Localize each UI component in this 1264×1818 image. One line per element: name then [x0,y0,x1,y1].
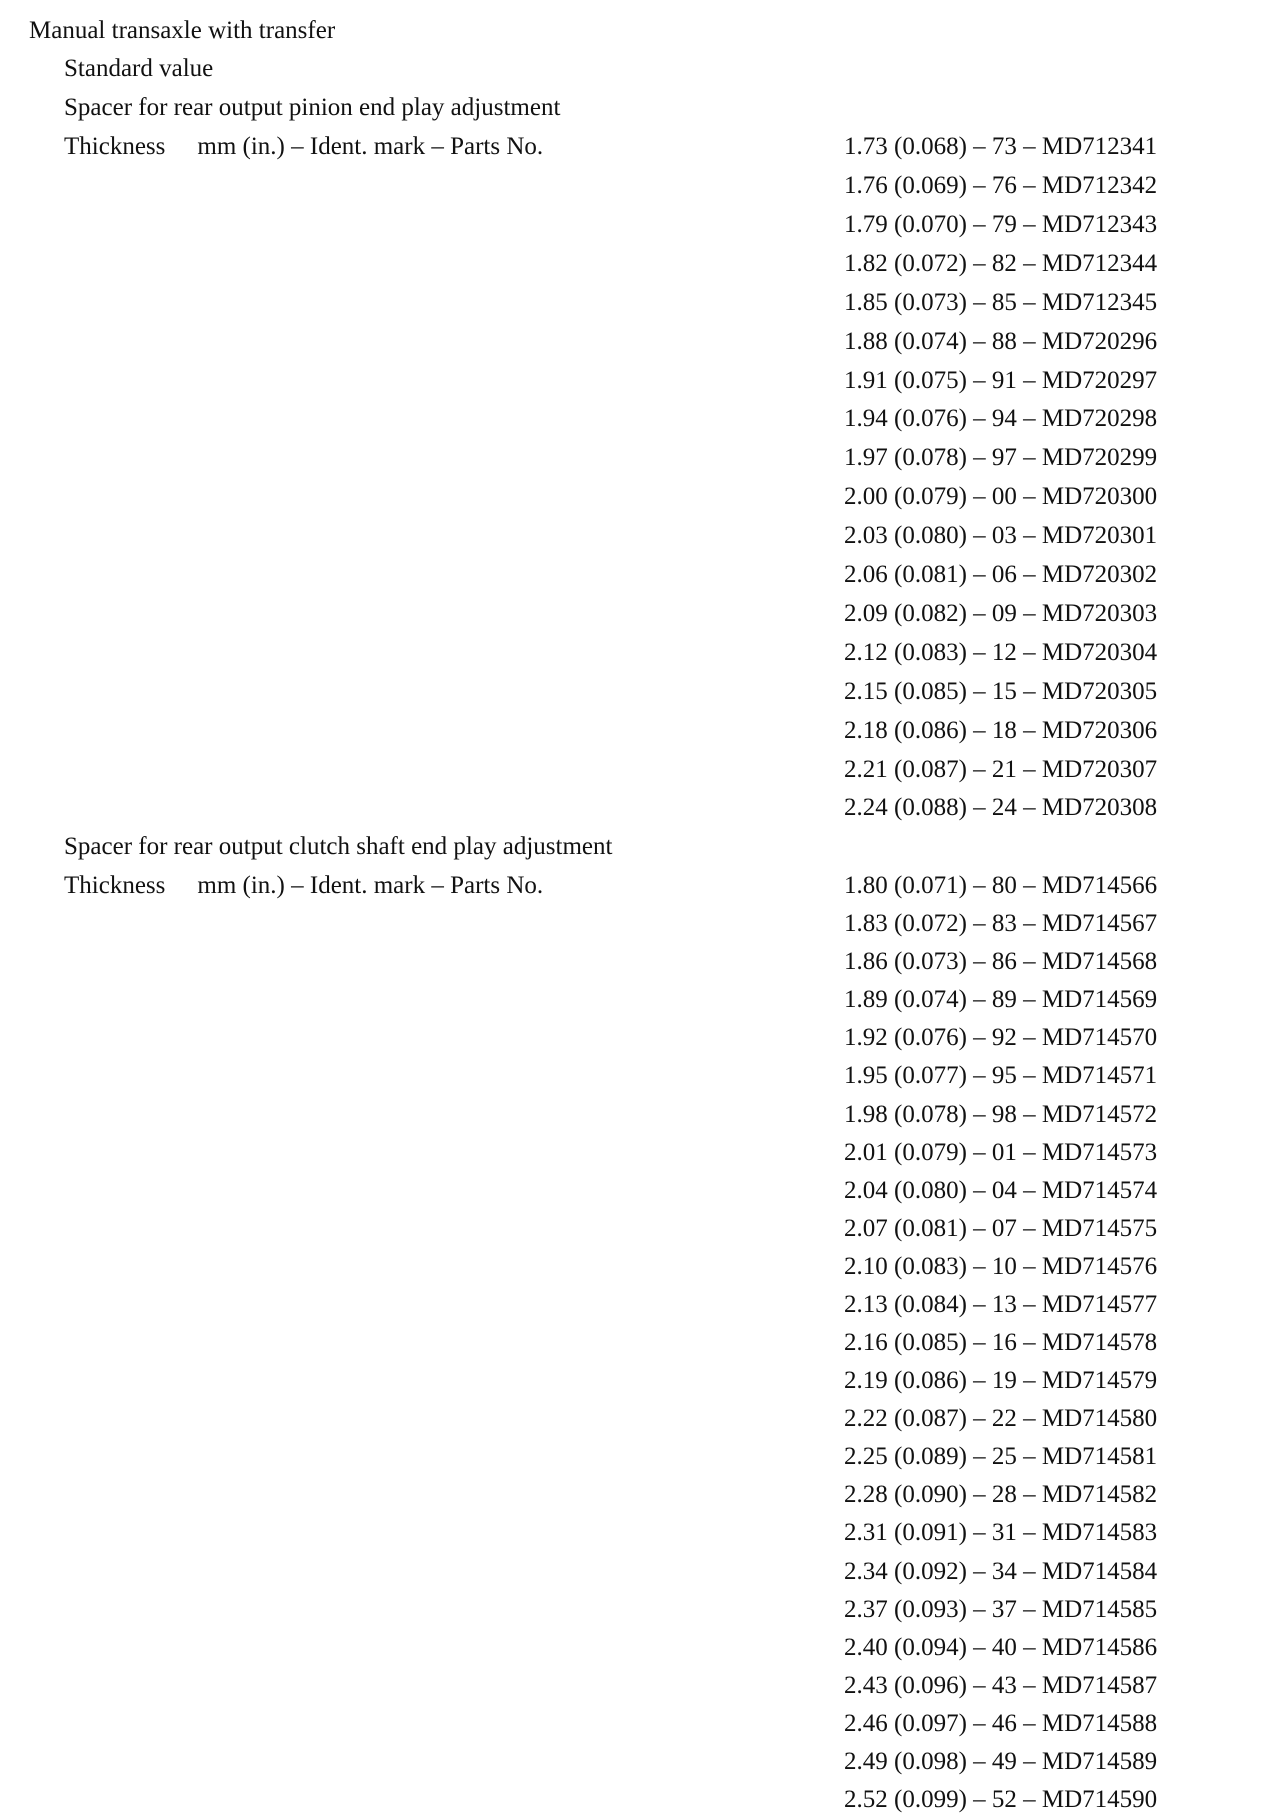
value-row: 2.00 (0.079) – 00 – MD720300 [844,483,1158,510]
value-row: 1.89 (0.074) – 89 – MD714569 [844,986,1158,1013]
value-row: 2.52 (0.099) – 52 – MD714590 [844,1786,1158,1813]
value-row: 2.04 (0.080) – 04 – MD714574 [844,1177,1158,1204]
section-1-title: Spacer for rear output pinion end play adjustment [64,94,561,121]
value-row: 1.92 (0.076) – 92 – MD714570 [844,1024,1158,1051]
thickness-label: Thickness [64,133,166,160]
value-row: 2.01 (0.079) – 01 – MD714573 [844,1139,1158,1166]
value-row: 2.31 (0.091) – 31 – MD714583 [844,1519,1158,1546]
value-row: 2.40 (0.094) – 40 – MD714586 [844,1634,1158,1661]
value-row: 1.79 (0.070) – 79 – MD712343 [844,211,1158,238]
value-row: 2.24 (0.088) – 24 – MD720308 [844,794,1158,821]
value-row: 2.09 (0.082) – 09 – MD720303 [844,600,1158,627]
value-row: 1.88 (0.074) – 88 – MD720296 [844,328,1158,355]
value-row: 2.28 (0.090) – 28 – MD714582 [844,1481,1158,1508]
value-row: 1.91 (0.075) – 91 – MD720297 [844,367,1158,394]
value-row: 1.73 (0.068) – 73 – MD712341 [844,133,1158,160]
columns-label: mm (in.) – Ident. mark – Parts No. [197,872,544,899]
thickness-label: Thickness [64,872,166,899]
value-row: 2.15 (0.085) – 15 – MD720305 [844,678,1158,705]
value-row: 2.43 (0.096) – 43 – MD714587 [844,1672,1158,1699]
value-row: 1.82 (0.072) – 82 – MD712344 [844,250,1158,277]
value-row: 1.98 (0.078) – 98 – MD714572 [844,1101,1158,1128]
document-heading: Manual transaxle with transfer [29,17,336,44]
value-row: 2.19 (0.086) – 19 – MD714579 [844,1367,1158,1394]
value-row: 2.22 (0.087) – 22 – MD714580 [844,1405,1158,1432]
columns-label: mm (in.) – Ident. mark – Parts No. [197,133,544,160]
value-row: 2.46 (0.097) – 46 – MD714588 [844,1710,1158,1737]
section-2-column-label [64,871,543,901]
value-row: 2.03 (0.080) – 03 – MD720301 [844,522,1158,549]
value-row: 2.34 (0.092) – 34 – MD714584 [844,1558,1158,1585]
section-2-title: Spacer for rear output clutch shaft end play adjustment [64,833,613,860]
value-row: 1.76 (0.069) – 76 – MD712342 [844,172,1158,199]
value-row: 1.97 (0.078) – 97 – MD720299 [844,444,1158,471]
value-row: 1.86 (0.073) – 86 – MD714568 [844,948,1158,975]
value-row: 1.95 (0.077) – 95 – MD714571 [844,1062,1158,1089]
value-row: 1.94 (0.076) – 94 – MD720298 [844,405,1158,432]
section-1-column-label [64,132,543,162]
value-row: 2.06 (0.081) – 06 – MD720302 [844,561,1158,588]
value-row: 1.85 (0.073) – 85 – MD712345 [844,289,1158,316]
value-row: 1.80 (0.071) – 80 – MD714566 [844,872,1158,899]
value-row: 2.10 (0.083) – 10 – MD714576 [844,1253,1158,1280]
value-row: 2.21 (0.087) – 21 – MD720307 [844,756,1158,783]
standard-value-subheading: Standard value [64,55,214,82]
value-row: 2.18 (0.086) – 18 – MD720306 [844,717,1158,744]
value-row: 1.83 (0.072) – 83 – MD714567 [844,910,1158,937]
value-row: 2.37 (0.093) – 37 – MD714585 [844,1596,1158,1623]
value-row: 2.49 (0.098) – 49 – MD714589 [844,1748,1158,1775]
value-row: 2.12 (0.083) – 12 – MD720304 [844,639,1158,666]
value-row: 2.25 (0.089) – 25 – MD714581 [844,1443,1158,1470]
value-row: 2.16 (0.085) – 16 – MD714578 [844,1329,1158,1356]
value-row: 2.07 (0.081) – 07 – MD714575 [844,1215,1158,1242]
value-row: 2.13 (0.084) – 13 – MD714577 [844,1291,1158,1318]
